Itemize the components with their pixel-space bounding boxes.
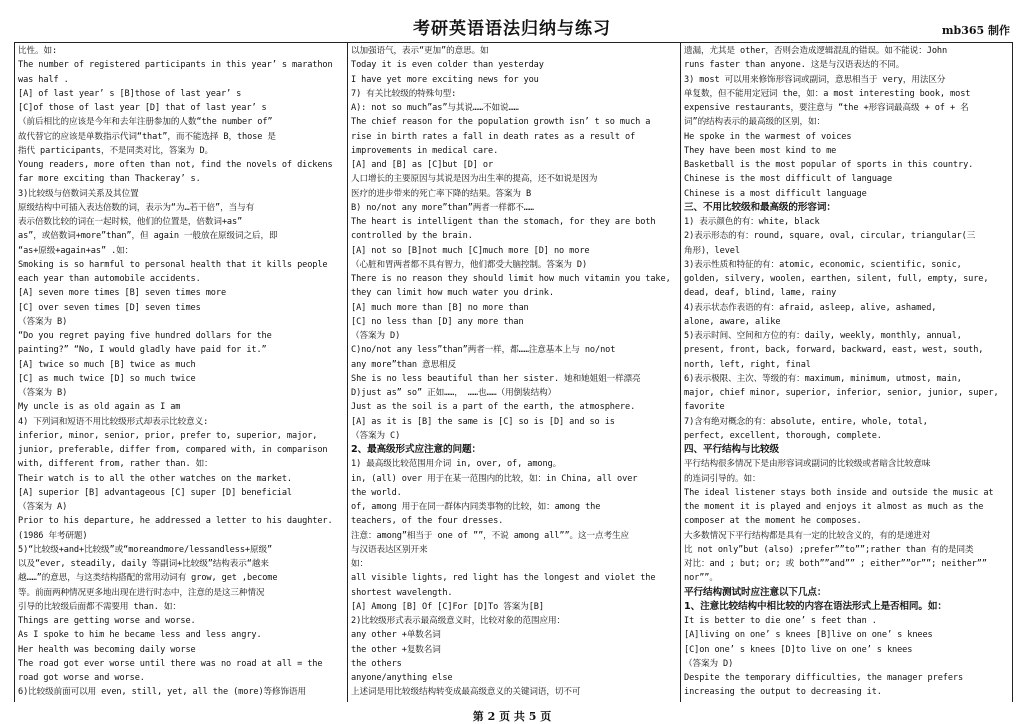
text-line: B) no/not any more”than”两者一样都不…… [351,202,534,213]
text-line: 1) 最高级比较范围用介词 in, over, of, among。 [351,459,562,470]
text-column-1 [14,42,347,702]
text-line: Their watch is to all the other watches on the market. [18,473,292,484]
text-line: in, (all) over 用于在某一范围内的比较，如：in China, all over [351,473,638,484]
text-line: 6)表示极限、主次、等级的有：maximum, minimum, utmost, main, [684,373,962,384]
text-line: expensive restaurants，要注意与 “the +形容词最高级 + of + 名 [684,103,969,113]
text-line: Young readers, more often than not, find the novels of dickens [18,160,333,170]
text-line: shortest wavelength. [351,587,453,598]
text-line: She is no less beautiful than her sister. 她和她姐姐一样漂亮 [351,373,641,384]
text-line: 2、最高级形式应注意的问题： [351,444,481,455]
text-line: 单复数，但不能用定冠词 the，如：a most interesting book, most [684,88,971,99]
text-line: 2)表示形态的有：round, square, oval, circular, triangular(三 [684,231,976,242]
text-line: rise in birth rates a fall in death rates as a result of [351,131,636,142]
text-line: （答案为 B) [18,316,68,327]
text-line: 原级结构中可插入表达倍数的词，表示为“为…若干倍”，当与有 [18,202,255,213]
text-line: 以及“ever, steadily, daily 等副词+比较级”结构表示“越来 [18,559,269,569]
text-line: The number of registered participants in this year’ s marathon [18,60,333,71]
text-line: composer at the moment he composes. [684,516,862,527]
text-line: runs faster than anyone. 这是与汉语表达的不同。 [684,60,905,71]
text-line: The heart is intelligent than the stomach, for they are both [351,217,656,227]
text-line: （答案为 A) [18,502,68,512]
text-line: 四、平行结构与比较级 [684,444,779,455]
text-line: [A] of last year’ s [B]those of last year’ s [18,88,242,99]
text-line: they can limit how much water you drink. [351,288,554,299]
text-line: 5)表示时间、空间和方位的有：daily, weekly, monthly, annual, [684,331,962,341]
page-number: 第 2 页 共 5 页 [472,710,552,723]
text-line: with, different from, rather than. 如： [18,459,213,470]
text-line: north, left, right, final [684,359,811,370]
text-line: favorite [684,402,725,413]
text-line: teachers, of the four dresses. [351,516,504,527]
brand-label: mb365 制作 [941,24,1010,37]
text-line: junior, preferable, differ from, compared with, in comparison [18,445,328,455]
text-line: “Do you regret paying five hundred dollars for the [18,331,272,341]
text-line: painting?” “No, I would gladly have paid for it.” [18,345,267,356]
text-line: improvements in medical care. [351,145,499,156]
text-line: Smoking is so harmful to personal health that it kills people [18,259,328,270]
text-line: （前后相比的应该是今年和去年注册参加的人数“the number of” [18,117,273,128]
text-line: road got worse and worse. [18,673,145,683]
text-line: golden, silvery, woolen, earthen, silent, full, empty, sure, [684,274,989,284]
text-line: 与汉语表达区别开来 [351,544,428,555]
text-line: （答案为 B) [18,388,68,398]
text-line: Just as the soil is a part of the earth, the atmosphere. [351,402,636,413]
text-line: Despite the temporary difficulties, the manager prefers [684,673,964,683]
text-line: [C] over seven times [D] seven times [18,302,201,313]
text-line: 注意：among”相当于 one of ””，不说 among all””。这一点考生应 [351,530,629,541]
text-line: A): not so much”as”与其说……不如说…… [351,103,519,113]
text-line: D)just as” so” 正如……， ……也……（用倒装结构） [351,388,557,398]
text-line: anyone/anything else [351,673,453,683]
text-line: the others [351,658,402,669]
text-line: My uncle is as old again as I am [18,402,181,413]
text-line: He spoke in the warmest of voices [684,131,852,142]
text-line: 以加强语气，表示“更加”的意思。如 [351,46,489,56]
text-line: 人口增长的主要原因与其说是因为出生率的提高，还不如说是因为 [351,174,598,185]
page-title: 考研英语语法归纳与练习 [413,19,611,39]
text-line: [A] twice so much [B] twice as much [18,359,196,370]
text-line: （答案为 C) [351,430,401,441]
text-line: 6)比较级前面可以用 even, still, yet, all the (more)等修饰语用 [18,687,307,698]
text-line: dead, deaf, blind, lame, rainy [684,288,837,299]
text-line: 指代 participants，不是同类对比，答案为 D。 [18,145,214,156]
text-column-3 [680,42,1013,702]
text-line: any more”than 意思相反 [351,359,457,370]
text-line: 的连词引导的。如： [684,473,761,484]
text-line: The chief reason for the population growth isn’ t so much a [351,117,651,128]
text-line: 上述词是用比较级结构转变成最高级意义的关键词语，切不可 [351,687,581,698]
text-line: [A] Among [B] Of [C]For [D]To 答案为[B] [351,601,544,612]
text-line: （答案为 D) [351,331,401,341]
text-line: was half . [18,74,69,85]
text-line: （心脏和胃两者都不具有智力，他们都受大脑控制。答案为 D) [351,259,588,270]
text-line: [C]on one’ s knees [D]to live on one’ s knees [684,644,913,655]
text-line: increasing the output to decreasing it. [684,687,882,698]
text-line: Things are getting worse and worse. [18,616,196,626]
text-line: 5)“比较级+and+比较级”或“moreandmore/lessandless+原级” [18,544,273,555]
text-line: The road got ever worse until there was no road at all = the [18,658,323,669]
text-line: [A] seven more times [B] seven times more [18,288,227,299]
text-line: 平行结构很多情况下是由形容词或副词的比较级或者暗含比较意味 [684,459,931,470]
text-line: 比性。如: [18,46,58,56]
text-line: [A] much more than [B] no more than [351,302,529,313]
text-line: [C] no less than [D] any more than [351,316,524,327]
text-line: all visible lights, red light has the longest and violet the [351,573,656,584]
text-line: [C] as much twice [D] so much twice [18,373,196,384]
text-line: [C]of those of last year [D] that of last year’ s [18,103,267,113]
text-line: inferior, minor, senior, prior, prefer to, superior, major, [18,430,318,441]
text-line: 平行结构测试时应注意以下几点： [684,586,827,598]
text-line: 1、注意比较结构中相比较的内容在语法形式上是否相同。如： [684,600,947,612]
text-line: [A]living on one’ s knees [B]live on one’ s knees [684,630,933,641]
text-line: controlled by the brain. [351,231,473,242]
text-line: alone, aware, alike [684,316,781,327]
text-line: 3)表示性质和特征的有：atomic, economic, scientific, sonic, [684,259,962,270]
text-line: 引导的比较级后面都不需要用 than. 如： [18,601,181,612]
text-line: 7) 有关比较级的特殊句型: [351,88,457,99]
text-line: the world. [351,487,402,498]
text-line: “as+原级+again+as” .如： [18,245,134,256]
text-line: 3)比较级与倍数词关系及其位置 [18,188,139,199]
text-line: The ideal listener stays both inside and outside the music at [684,487,994,498]
text-line: 1) 表示颜色的有：white, black [684,217,820,227]
text-line: 医疗的进步带来的死亡率下降的结果。答案为 B [351,188,532,199]
text-line: any other +单数名词 [351,630,441,641]
text-line: 7)含有绝对概念的有：absolute, entire, whole, total, [684,416,928,427]
text-line: [A] and [B] as [C]but [D] or [351,160,494,170]
text-line: There is no reason they should limit how much vitamin you take, [351,274,671,284]
text-line: 表示倍数比较的词在一起时候，他们的位置是，倍数词+as” [18,217,243,227]
text-line: nor””。 [684,573,718,584]
text-line: Chinese is the most difficult of language [684,174,893,185]
text-line: 三、不用比较级和最高级的形容词： [684,201,836,213]
text-line: of, among 用于在同一群体内同类事物的比较，如：among the [351,502,601,512]
text-line: 如： [351,559,368,569]
text-line: the other +复数名词 [351,644,441,655]
text-column-2 [347,42,680,702]
text-line: （答案为 D) [684,658,734,669]
text-line: far more exciting than Thackeray’ s. [18,174,201,185]
text-line: Basketball is the most popular of sports in this country. [684,160,974,170]
text-line: the moment it is played and enjoys it almost as much as the [684,502,984,512]
text-line: It is better to die one’ s feet than . [684,616,877,626]
text-line: as”，或倍数词+more”than”，但 again 一般放在原级词之后，即 [18,231,278,242]
text-line: present, front, back, forward, backward, east, west, south, [684,345,984,356]
text-line: I have yet more exciting news for you [351,74,539,85]
text-line: C)no/not any less”than”两者一样，都……注意基本上与 no/not [351,345,616,356]
text-line: Prior to his departure, he addressed a letter to his daughter. [18,516,333,527]
text-line: 大多数情况下平行结构都是具有一定的比较含义的，有的是递进对 [684,530,931,541]
text-line: As I spoke to him he became less and less angry. [18,630,262,641]
text-line: [A] not so [B]not much [C]much more [D] no more [351,245,590,256]
text-line: Today it is even colder than yesterday [351,60,544,71]
text-line: each year than automobile accidents. [18,274,201,284]
text-line: [A] superior [B] advantageous [C] super [D] beneficial [18,487,292,498]
text-line: [A] as it is [B] the same is [C] so is [D] and so is [351,416,615,427]
text-line: 4) 下列词和短语不用比较级形式却表示比较意义: [18,416,209,427]
text-line: 词”的结构表示的最高级的区别，如： [684,117,825,128]
text-line: 2)比较级形式表示最高级意义时，比较对象的范围应用： [351,616,565,626]
text-line: Chinese is a most difficult language [684,188,867,199]
text-line: perfect, excellent, thorough, complete. [684,430,882,441]
text-line: 比 not only”but (also) ;prefer””to””;rather than 有的是同类 [684,544,974,555]
text-line: (1986 年考研题) [18,530,88,541]
text-line: 故代替它的应该是单数指示代词“that”，而不能选择 B，those 是 [18,131,276,142]
text-line: 3) most 可以用来修饰形容词或副词，意思相当于 very，用法区分 [684,74,946,85]
text-line: Her health was becoming daily worse [18,644,196,655]
text-line: 越……”的意思，与这类结构搭配的常用动词有 grow, get ,become [18,573,278,584]
text-line: 4)表示状态作表语的有：afraid, asleep, alive, ashamed, [684,302,937,313]
text-line: 对比：and ; but; or; 或 both””and”” ; either””or””; neither”” [684,559,987,569]
text-line: 等。前面两种情况更多地出现在进行时态中，注意的是这三种情况 [18,587,265,598]
text-line: 角形)，level [684,245,740,256]
text-line: 遗漏，尤其是 other，否则会造成逻辑混乱的错误。如不能说：John [684,46,948,56]
text-line: major, chief minor, superior, inferior, senior, junior, super, [684,388,999,398]
page-header [0,0,1024,42]
text-line: They have been most kind to me [684,145,837,156]
